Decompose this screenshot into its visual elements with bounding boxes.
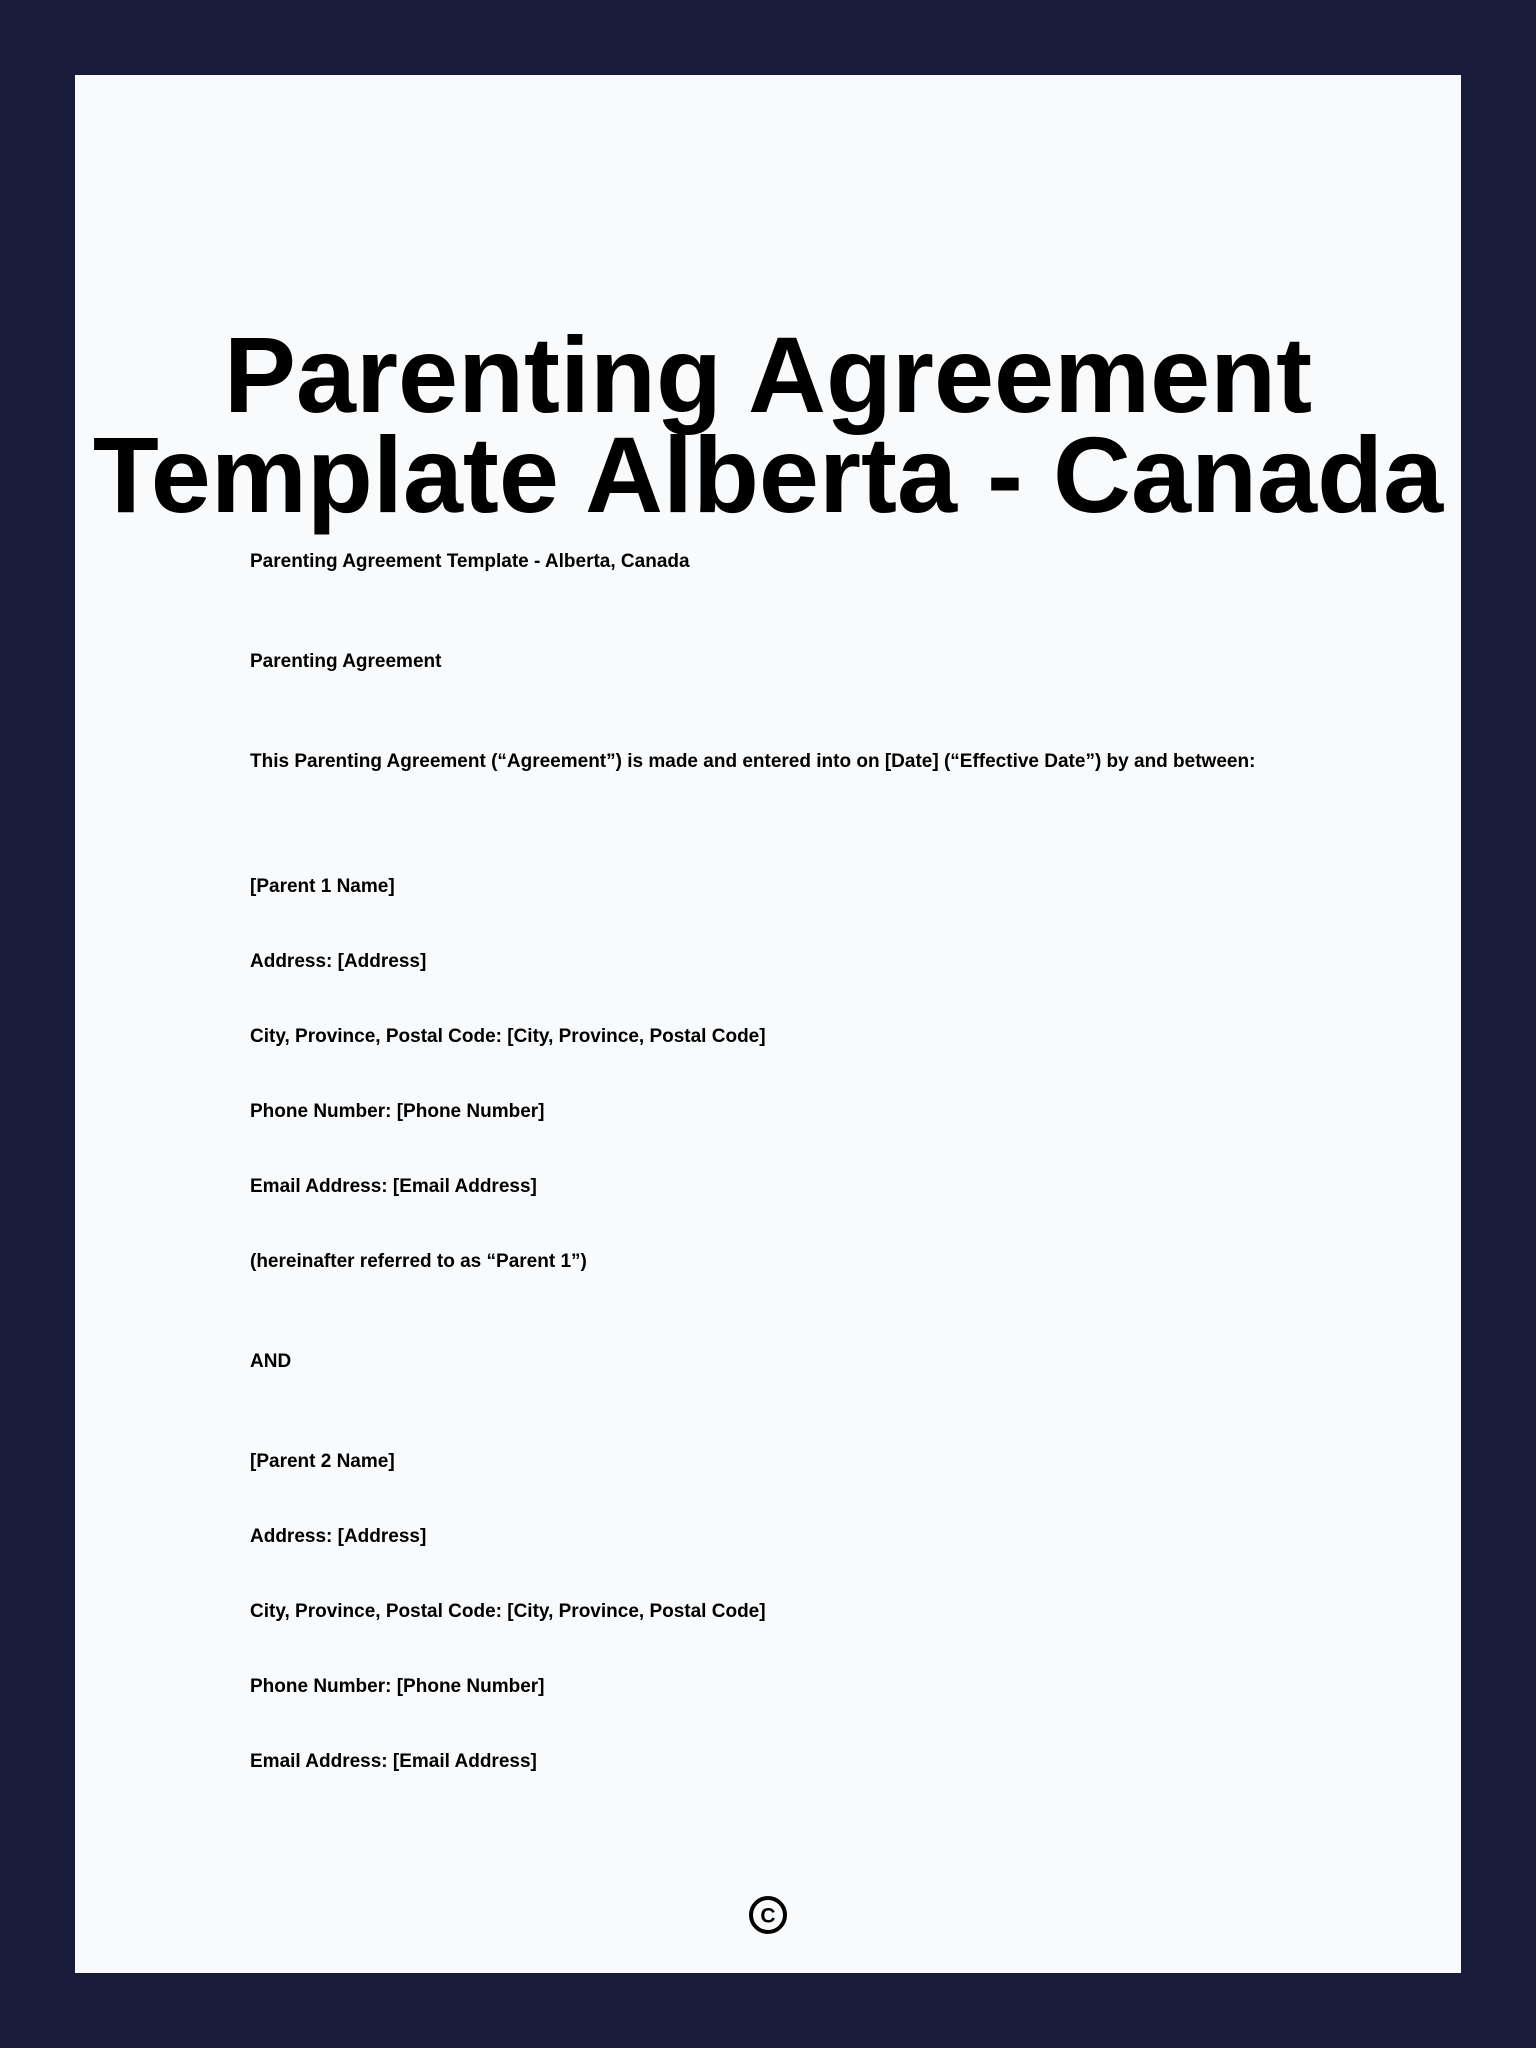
parent1-city: City, Province, Postal Code: [City, Province, Postal Code] [250,1026,766,1047]
document-page [75,75,1461,1973]
parent1-address: Address: [Address] [250,951,427,972]
parent2-email: Email Address: [Email Address] [250,1751,537,1772]
parent2-name: [Parent 2 Name] [250,1451,395,1472]
intro-paragraph: This Parenting Agreement (“Agreement”) is made and entered into on [Date] (“Effective Date”) by and between: [250,751,1256,772]
copyright-icon [748,1895,788,1935]
copyright-mark [75,1895,1461,1940]
parent2-address: Address: [Address] [250,1526,427,1547]
parent1-phone: Phone Number: [Phone Number] [250,1101,545,1122]
parent2-phone: Phone Number: [Phone Number] [250,1676,545,1697]
title-line-1: Parenting Agreement [223,314,1313,435]
parent2-city: City, Province, Postal Code: [City, Province, Postal Code] [250,1601,766,1622]
document-title [75,314,1461,535]
and-separator: AND [250,1351,292,1372]
parent1-name: [Parent 1 Name] [250,876,395,897]
doc-subheading: Parenting Agreement [250,651,442,672]
parent1-reference: (hereinafter referred to as “Parent 1”) [250,1251,587,1272]
doc-heading: Parenting Agreement Template - Alberta, Canada [250,551,690,572]
title-line-2: Template Alberta - Canada [92,414,1444,535]
svg-text:C: C [760,1904,776,1928]
parent1-email: Email Address: [Email Address] [250,1176,537,1197]
